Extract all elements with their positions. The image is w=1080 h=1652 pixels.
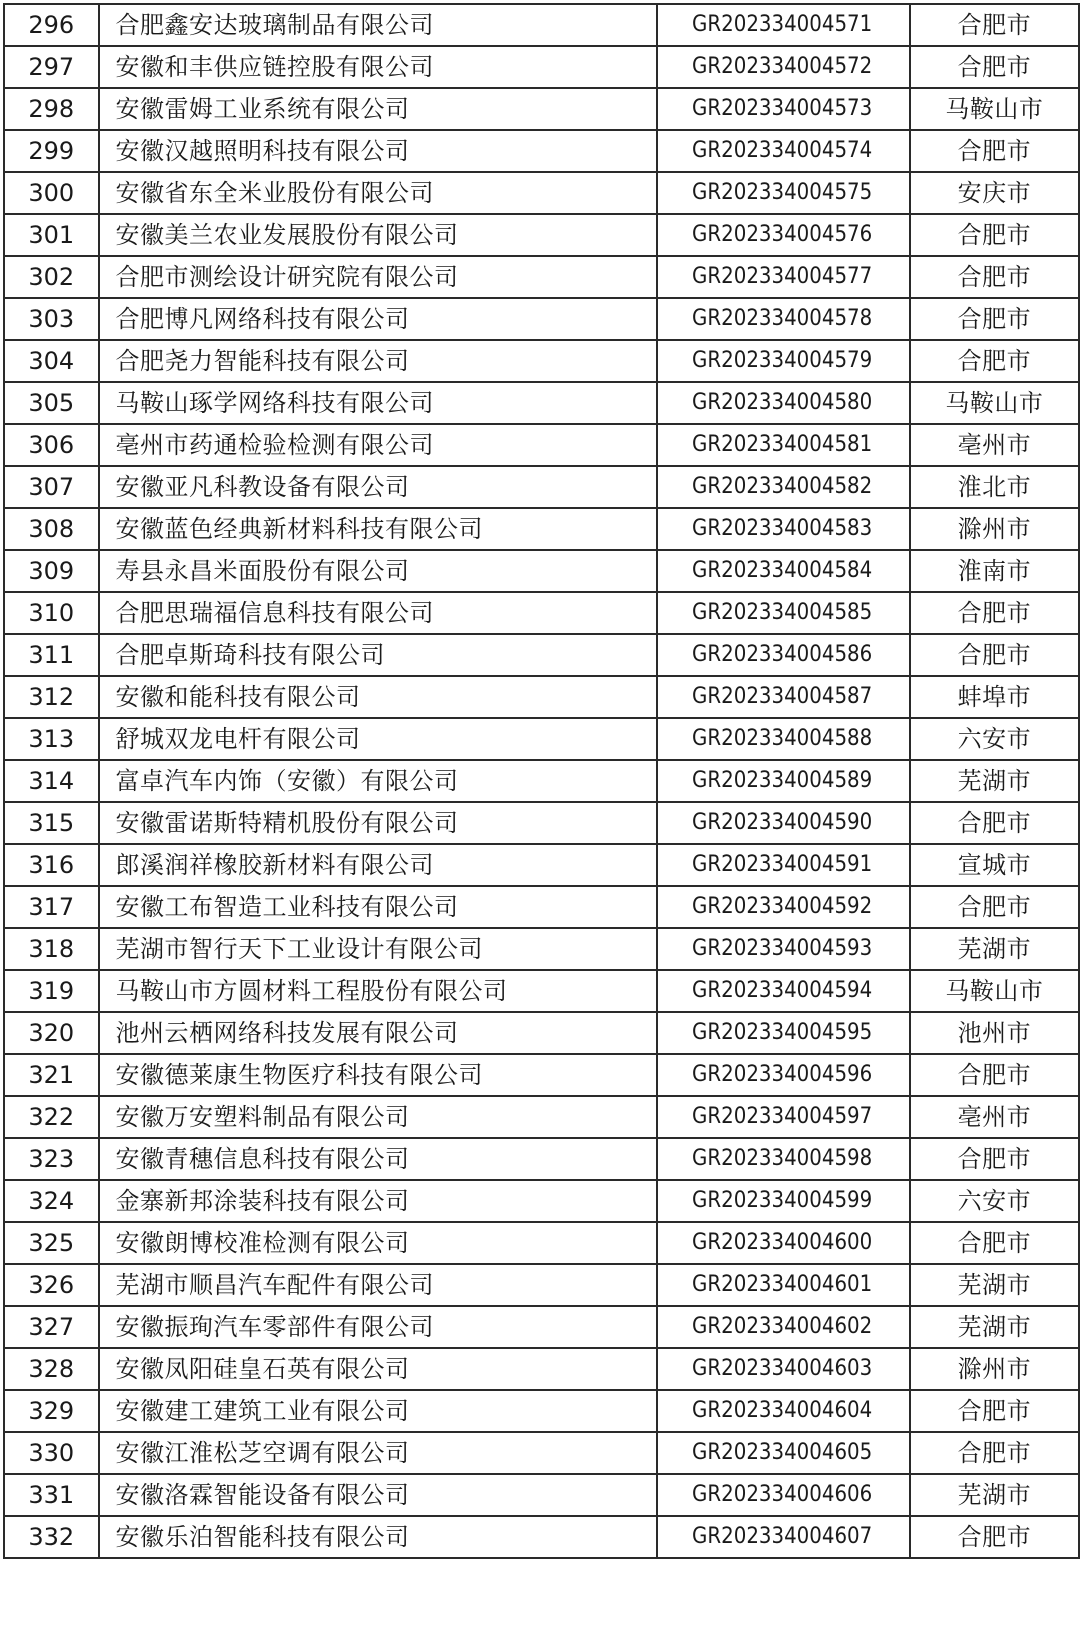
city-cell: 马鞍山市 (910, 88, 1079, 130)
company-name-cell: 池州云栖网络科技发展有限公司 (99, 1012, 658, 1054)
table-row (4, 466, 1079, 508)
company-name-cell: 合肥尧力智能科技有限公司 (99, 340, 658, 382)
table-row (4, 550, 1079, 592)
row-number-cell: 309 (4, 550, 99, 592)
company-name-cell: 安徽和能科技有限公司 (99, 676, 658, 718)
city-cell: 淮南市 (910, 550, 1079, 592)
table-row (4, 1390, 1079, 1432)
row-number-cell: 307 (4, 466, 99, 508)
company-name-cell: 安徽雷诺斯特精机股份有限公司 (99, 802, 658, 844)
city-cell: 合肥市 (910, 130, 1079, 172)
city-cell: 池州市 (910, 1012, 1079, 1054)
company-name-cell: 安徽朗博校准检测有限公司 (99, 1222, 658, 1264)
city-cell: 蚌埠市 (910, 676, 1079, 718)
table-body (4, 4, 1079, 1558)
row-number-cell: 298 (4, 88, 99, 130)
table-row (4, 1096, 1079, 1138)
table-row (4, 88, 1079, 130)
company-name-cell: 合肥卓斯琦科技有限公司 (99, 634, 658, 676)
company-name-cell: 安徽省东全米业股份有限公司 (99, 172, 658, 214)
company-name-cell: 安徽万安塑料制品有限公司 (99, 1096, 658, 1138)
table-row (4, 1264, 1079, 1306)
city-cell: 安庆市 (910, 172, 1079, 214)
company-name-cell: 安徽汉越照明科技有限公司 (99, 130, 658, 172)
city-cell: 芜湖市 (910, 760, 1079, 802)
certificate-code-cell: GR202334004576 (657, 214, 910, 256)
table-row (4, 382, 1079, 424)
row-number-cell: 299 (4, 130, 99, 172)
table-row (4, 1348, 1079, 1390)
company-name-cell: 合肥市测绘设计研究院有限公司 (99, 256, 658, 298)
table-row (4, 4, 1079, 46)
city-cell: 淮北市 (910, 466, 1079, 508)
city-cell: 合肥市 (910, 256, 1079, 298)
certificate-code-cell: GR202334004586 (657, 634, 910, 676)
certificate-code-cell: GR202334004602 (657, 1306, 910, 1348)
company-name-cell: 安徽美兰农业发展股份有限公司 (99, 214, 658, 256)
company-name-cell: 郎溪润祥橡胶新材料有限公司 (99, 844, 658, 886)
table-row (4, 1222, 1079, 1264)
table-row (4, 1180, 1079, 1222)
row-number-cell: 327 (4, 1306, 99, 1348)
certificate-code-cell: GR202334004600 (657, 1222, 910, 1264)
certificate-code-cell: GR202334004590 (657, 802, 910, 844)
city-cell: 合肥市 (910, 1516, 1079, 1558)
certificate-code-cell: GR202334004605 (657, 1432, 910, 1474)
certificate-code-cell: GR202334004604 (657, 1390, 910, 1432)
row-number-cell: 302 (4, 256, 99, 298)
row-number-cell: 303 (4, 298, 99, 340)
certificate-code-cell: GR202334004597 (657, 1096, 910, 1138)
certificate-code-cell: GR202334004583 (657, 508, 910, 550)
row-number-cell: 300 (4, 172, 99, 214)
company-name-cell: 安徽亚凡科教设备有限公司 (99, 466, 658, 508)
city-cell: 合肥市 (910, 214, 1079, 256)
certificate-code-cell: GR202334004606 (657, 1474, 910, 1516)
city-cell: 合肥市 (910, 634, 1079, 676)
city-cell: 合肥市 (910, 802, 1079, 844)
company-name-cell: 安徽江淮松芝空调有限公司 (99, 1432, 658, 1474)
table-row (4, 508, 1079, 550)
enterprise-list-table (3, 3, 1080, 1559)
certificate-code-cell: GR202334004579 (657, 340, 910, 382)
row-number-cell: 297 (4, 46, 99, 88)
certificate-code-cell: GR202334004580 (657, 382, 910, 424)
company-name-cell: 安徽乐泊智能科技有限公司 (99, 1516, 658, 1558)
table-row (4, 256, 1079, 298)
table-row (4, 718, 1079, 760)
row-number-cell: 321 (4, 1054, 99, 1096)
row-number-cell: 328 (4, 1348, 99, 1390)
table-row (4, 46, 1079, 88)
company-name-cell: 寿县永昌米面股份有限公司 (99, 550, 658, 592)
row-number-cell: 323 (4, 1138, 99, 1180)
company-name-cell: 马鞍山琢学网络科技有限公司 (99, 382, 658, 424)
certificate-code-cell: GR202334004572 (657, 46, 910, 88)
company-name-cell: 安徽振珣汽车零部件有限公司 (99, 1306, 658, 1348)
city-cell: 合肥市 (910, 340, 1079, 382)
certificate-code-cell: GR202334004592 (657, 886, 910, 928)
certificate-code-cell: GR202334004598 (657, 1138, 910, 1180)
certificate-code-cell: GR202334004587 (657, 676, 910, 718)
row-number-cell: 313 (4, 718, 99, 760)
company-name-cell: 亳州市药通检验检测有限公司 (99, 424, 658, 466)
table-row (4, 130, 1079, 172)
city-cell: 亳州市 (910, 424, 1079, 466)
row-number-cell: 312 (4, 676, 99, 718)
row-number-cell: 301 (4, 214, 99, 256)
row-number-cell: 324 (4, 1180, 99, 1222)
city-cell: 芜湖市 (910, 1474, 1079, 1516)
table-row (4, 1432, 1079, 1474)
table-row (4, 676, 1079, 718)
row-number-cell: 332 (4, 1516, 99, 1558)
company-name-cell: 合肥鑫安达玻璃制品有限公司 (99, 4, 658, 46)
row-number-cell: 320 (4, 1012, 99, 1054)
city-cell: 合肥市 (910, 886, 1079, 928)
table-row (4, 298, 1079, 340)
company-name-cell: 马鞍山市方圆材料工程股份有限公司 (99, 970, 658, 1012)
company-name-cell: 安徽洛霖智能设备有限公司 (99, 1474, 658, 1516)
city-cell: 合肥市 (910, 1222, 1079, 1264)
city-cell: 马鞍山市 (910, 970, 1079, 1012)
row-number-cell: 329 (4, 1390, 99, 1432)
company-name-cell: 安徽雷姆工业系统有限公司 (99, 88, 658, 130)
city-cell: 合肥市 (910, 4, 1079, 46)
city-cell: 合肥市 (910, 298, 1079, 340)
company-name-cell: 安徽工布智造工业科技有限公司 (99, 886, 658, 928)
city-cell: 滁州市 (910, 1348, 1079, 1390)
row-number-cell: 314 (4, 760, 99, 802)
city-cell: 合肥市 (910, 1390, 1079, 1432)
city-cell: 合肥市 (910, 1054, 1079, 1096)
row-number-cell: 304 (4, 340, 99, 382)
table-row (4, 1306, 1079, 1348)
company-name-cell: 安徽建工建筑工业有限公司 (99, 1390, 658, 1432)
company-name-cell: 芜湖市顺昌汽车配件有限公司 (99, 1264, 658, 1306)
table-row (4, 886, 1079, 928)
row-number-cell: 325 (4, 1222, 99, 1264)
row-number-cell: 305 (4, 382, 99, 424)
city-cell: 合肥市 (910, 46, 1079, 88)
table-row (4, 760, 1079, 802)
certificate-code-cell: GR202334004596 (657, 1054, 910, 1096)
table-row (4, 1138, 1079, 1180)
city-cell: 亳州市 (910, 1096, 1079, 1138)
row-number-cell: 317 (4, 886, 99, 928)
table-row (4, 802, 1079, 844)
row-number-cell: 318 (4, 928, 99, 970)
table-row (4, 970, 1079, 1012)
city-cell: 合肥市 (910, 592, 1079, 634)
certificate-code-cell: GR202334004591 (657, 844, 910, 886)
table-row (4, 592, 1079, 634)
table-row (4, 844, 1079, 886)
row-number-cell: 319 (4, 970, 99, 1012)
company-name-cell: 安徽和丰供应链控股有限公司 (99, 46, 658, 88)
company-name-cell: 金寨新邦涂装科技有限公司 (99, 1180, 658, 1222)
certificate-code-cell: GR202334004573 (657, 88, 910, 130)
certificate-code-cell: GR202334004594 (657, 970, 910, 1012)
row-number-cell: 315 (4, 802, 99, 844)
certificate-code-cell: GR202334004603 (657, 1348, 910, 1390)
certificate-code-cell: GR202334004574 (657, 130, 910, 172)
certificate-code-cell: GR202334004599 (657, 1180, 910, 1222)
city-cell: 合肥市 (910, 1138, 1079, 1180)
city-cell: 滁州市 (910, 508, 1079, 550)
city-cell: 马鞍山市 (910, 382, 1079, 424)
certificate-code-cell: GR202334004577 (657, 256, 910, 298)
city-cell: 合肥市 (910, 1432, 1079, 1474)
company-name-cell: 合肥博凡网络科技有限公司 (99, 298, 658, 340)
company-name-cell: 安徽凤阳硅皇石英有限公司 (99, 1348, 658, 1390)
certificate-code-cell: GR202334004607 (657, 1516, 910, 1558)
company-name-cell: 芜湖市智行天下工业设计有限公司 (99, 928, 658, 970)
certificate-code-cell: GR202334004601 (657, 1264, 910, 1306)
certificate-code-cell: GR202334004575 (657, 172, 910, 214)
company-name-cell: 合肥思瑞福信息科技有限公司 (99, 592, 658, 634)
table-row (4, 172, 1079, 214)
certificate-code-cell: GR202334004595 (657, 1012, 910, 1054)
certificate-code-cell: GR202334004582 (657, 466, 910, 508)
certificate-code-cell: GR202334004585 (657, 592, 910, 634)
city-cell: 六安市 (910, 718, 1079, 760)
city-cell: 芜湖市 (910, 928, 1079, 970)
certificate-code-cell: GR202334004593 (657, 928, 910, 970)
row-number-cell: 331 (4, 1474, 99, 1516)
row-number-cell: 296 (4, 4, 99, 46)
table-row (4, 424, 1079, 466)
certificate-code-cell: GR202334004581 (657, 424, 910, 466)
table-row (4, 1012, 1079, 1054)
certificate-code-cell: GR202334004578 (657, 298, 910, 340)
table-row (4, 214, 1079, 256)
company-name-cell: 舒城双龙电杆有限公司 (99, 718, 658, 760)
table-row (4, 340, 1079, 382)
row-number-cell: 316 (4, 844, 99, 886)
row-number-cell: 311 (4, 634, 99, 676)
city-cell: 芜湖市 (910, 1264, 1079, 1306)
table-row (4, 1516, 1079, 1558)
table-row (4, 928, 1079, 970)
company-name-cell: 安徽蓝色经典新材料科技有限公司 (99, 508, 658, 550)
table-row (4, 1054, 1079, 1096)
company-name-cell: 安徽青穗信息科技有限公司 (99, 1138, 658, 1180)
row-number-cell: 310 (4, 592, 99, 634)
table-row (4, 1474, 1079, 1516)
certificate-code-cell: GR202334004584 (657, 550, 910, 592)
row-number-cell: 326 (4, 1264, 99, 1306)
row-number-cell: 306 (4, 424, 99, 466)
certificate-code-cell: GR202334004588 (657, 718, 910, 760)
row-number-cell: 322 (4, 1096, 99, 1138)
company-name-cell: 富卓汽车内饰（安徽）有限公司 (99, 760, 658, 802)
row-number-cell: 330 (4, 1432, 99, 1474)
row-number-cell: 308 (4, 508, 99, 550)
company-name-cell: 安徽德莱康生物医疗科技有限公司 (99, 1054, 658, 1096)
city-cell: 芜湖市 (910, 1306, 1079, 1348)
city-cell: 六安市 (910, 1180, 1079, 1222)
certificate-code-cell: GR202334004589 (657, 760, 910, 802)
certificate-code-cell: GR202334004571 (657, 4, 910, 46)
city-cell: 宣城市 (910, 844, 1079, 886)
table-row (4, 634, 1079, 676)
